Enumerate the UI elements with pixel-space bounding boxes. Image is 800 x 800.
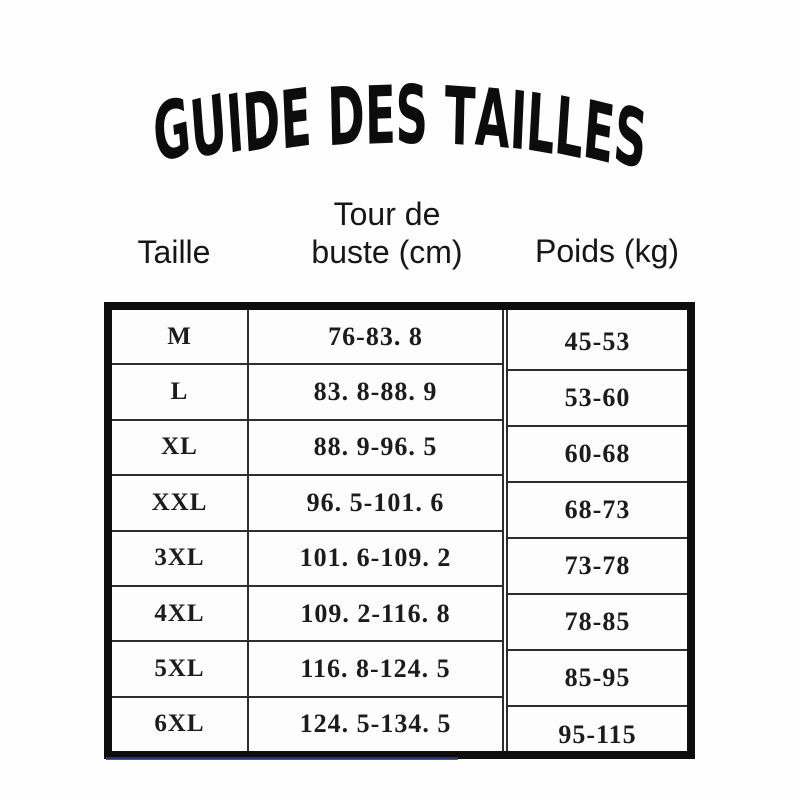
title-letter: S xyxy=(610,87,651,188)
title-letter: I xyxy=(223,76,247,172)
weight-cell: 73-78 xyxy=(508,539,687,595)
title-letter xyxy=(428,74,445,75)
weight-cell: 68-73 xyxy=(508,483,687,539)
size-cell: 6XL xyxy=(154,710,205,738)
column-header-bust-line2: buste (cm) xyxy=(311,234,463,270)
title-letter: E xyxy=(278,70,314,168)
weight-cell: 53-60 xyxy=(508,371,687,427)
size-column xyxy=(112,310,247,751)
title-letter: I xyxy=(507,73,529,169)
bust-cell: 101. 6-109. 2 xyxy=(249,532,502,587)
bust-cell: 76-83. 8 xyxy=(249,310,502,365)
bust-cell: 96. 5-101. 6 xyxy=(249,476,502,531)
column-header-weight: Poids (kg) xyxy=(534,233,680,269)
size-cell: XXL xyxy=(112,476,247,531)
title-letter: E xyxy=(364,68,397,163)
title-letter: A xyxy=(473,70,512,167)
title-letter: G xyxy=(149,79,194,182)
title-letter: L xyxy=(524,75,558,173)
weight-cell: 85-95 xyxy=(508,651,687,707)
scan-artifact-line xyxy=(106,757,458,760)
column-header-bust-line1: Tour de xyxy=(333,196,441,232)
weight-cell: 78-85 xyxy=(508,595,687,651)
weight-cell: 45-53 xyxy=(508,315,687,371)
size-table xyxy=(104,302,695,759)
page-title xyxy=(0,68,800,188)
size-cell: 4XL xyxy=(112,587,247,642)
size-cell: XL xyxy=(112,421,247,476)
size-cell: 5XL xyxy=(112,642,247,697)
bust-cell: 116. 8-124. 5 xyxy=(249,642,502,697)
title-letter: U xyxy=(186,76,230,178)
bust-cell: 83. 8-88. 9 xyxy=(249,365,502,420)
column-header-size: Taille xyxy=(137,234,211,270)
weight-cell: 60-68 xyxy=(508,427,687,483)
title-letter: E xyxy=(580,82,618,183)
title-letter: L xyxy=(552,78,587,178)
title-letter xyxy=(311,75,328,77)
size-cell: 3XL xyxy=(112,532,247,587)
bust-cell: 109. 2-116. 8 xyxy=(249,587,502,642)
weight-column xyxy=(502,310,687,751)
size-cell: M xyxy=(112,310,247,365)
column-header-bust xyxy=(311,195,462,271)
title-letter: D xyxy=(326,68,367,165)
title-letter: T xyxy=(443,69,477,165)
weight-cell: 95-115 xyxy=(558,720,637,749)
title-letter: S xyxy=(395,69,428,162)
size-cell: L xyxy=(112,365,247,420)
bust-column xyxy=(247,310,502,751)
title-letter: D xyxy=(240,71,283,171)
bust-cell: 124. 5-134. 5 xyxy=(299,709,452,739)
bust-cell: 88. 9-96. 5 xyxy=(249,421,502,476)
